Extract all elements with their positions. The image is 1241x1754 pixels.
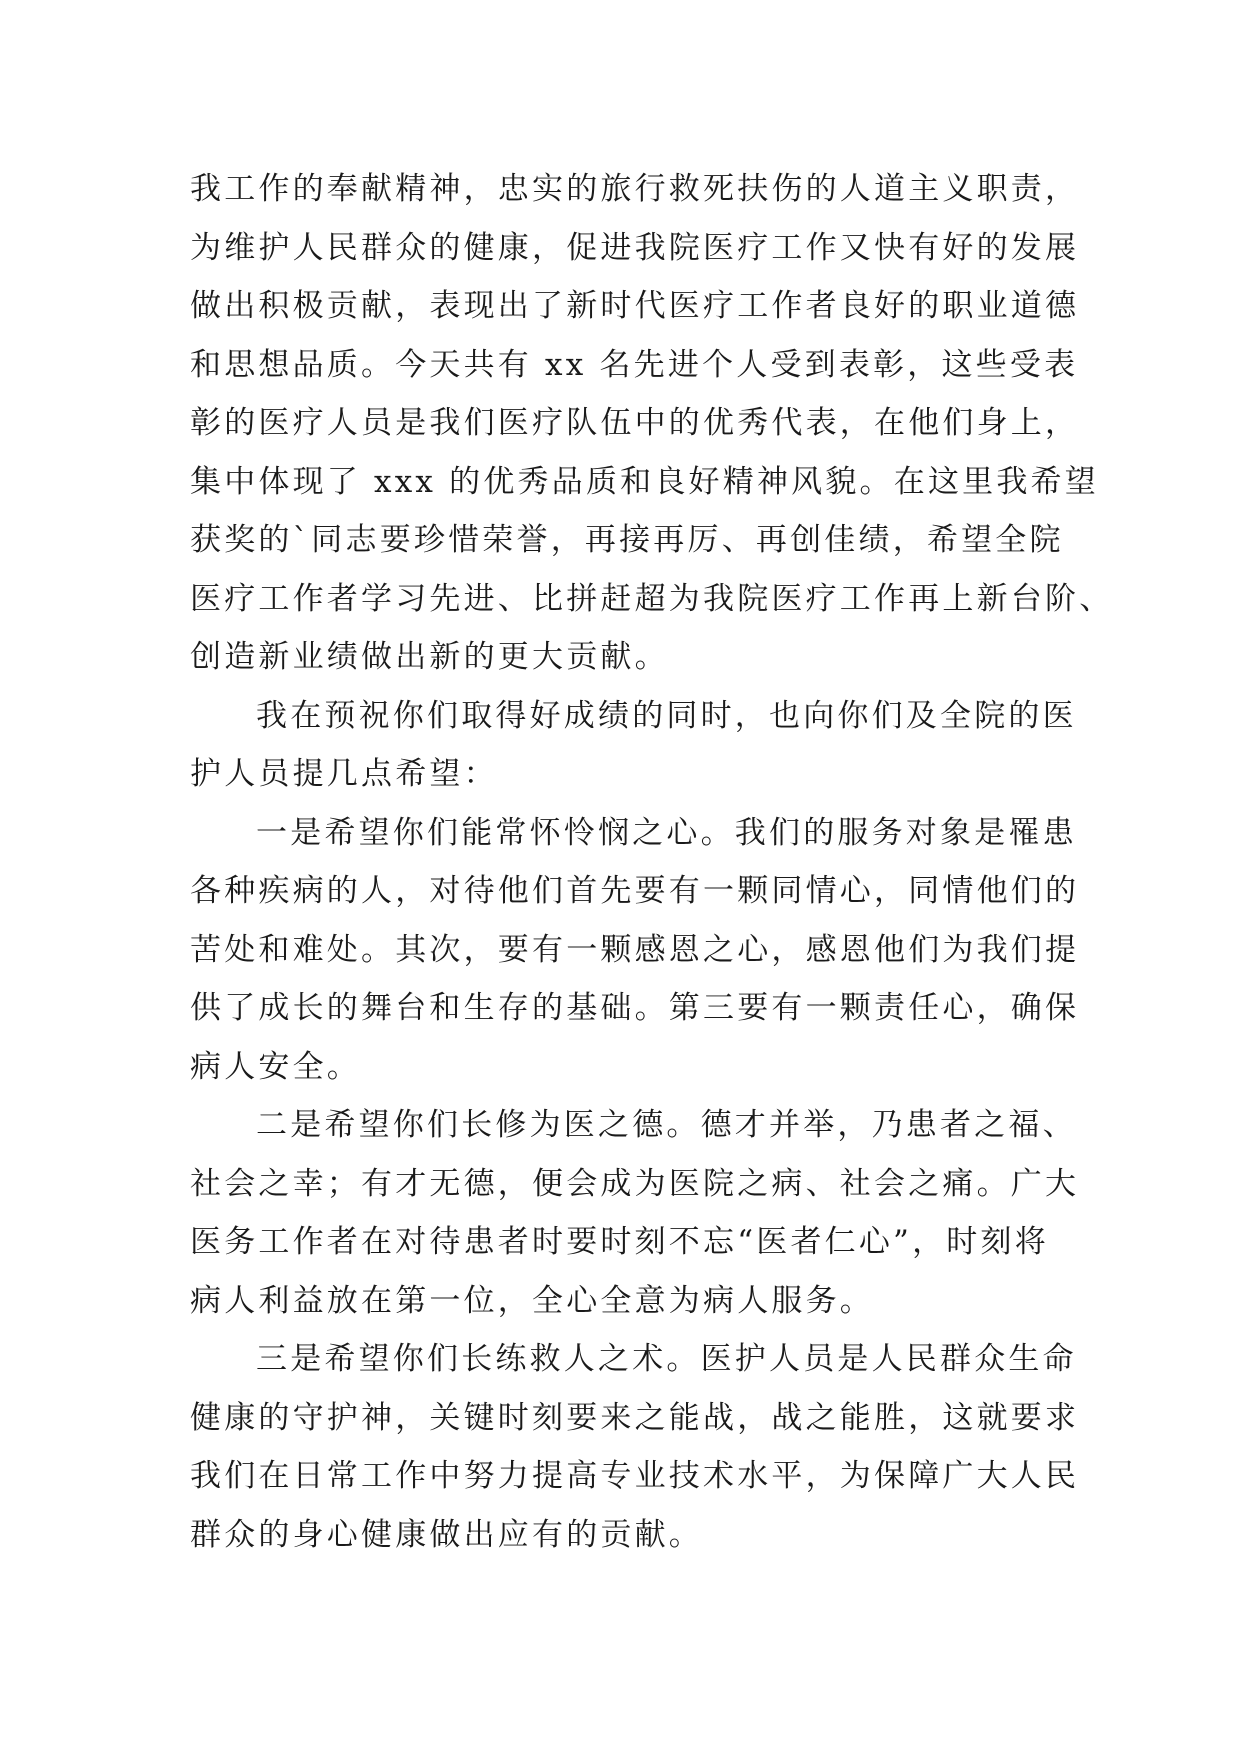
text-line: 护人员提几点希望： <box>190 756 498 792</box>
text-line: 健康的守护神，关键时刻要来之能战，战之能胜，这就要求 <box>190 1399 1080 1436</box>
text-line: 病人安全。 <box>190 1048 361 1085</box>
text-line: 我工作的奉献精神，忠实的旅行救死扶伤的人道主义职责， <box>190 171 1080 207</box>
text-line: 群众的身心健康做出应有的贡献。 <box>190 1516 703 1553</box>
text-line: 做出积极贡献，表现出了新时代医疗工作者良好的职业道德 <box>190 288 1080 324</box>
text-line: 为维护人民群众的健康，促进我院医疗工作又快有好的发展 <box>190 229 1080 266</box>
text-line: 获奖的`同志要珍惜荣誉，再接再厉、再创佳绩，希望全院 <box>190 522 1064 558</box>
text-line: 苦处和难处。其次，要有一颗感恩之心，感恩他们为我们提 <box>190 931 1080 968</box>
paragraph-start-line: 三是希望你们长练救人之术。医护人员是人民群众生命 <box>256 1341 1077 1377</box>
text-line: 社会之幸；有才无德，便会成为医院之病、社会之痛。广大 <box>190 1165 1080 1202</box>
paragraph-start-line: 一是希望你们能常怀怜悯之心。我们的服务对象是罹患 <box>256 814 1077 851</box>
text-line: 我们在日常工作中努力提高专业技术水平，为保障广大人民 <box>190 1458 1080 1494</box>
text-line: 医务工作者在对待患者时要时刻不忘“医者仁心”，时刻将 <box>190 1224 1049 1260</box>
text-line: 集中体现了 xxx 的优秀品质和良好精神风貌。在这里我希望 <box>190 463 1099 500</box>
text-line: 病人利益放在第一位，全心全意为病人服务。 <box>190 1282 874 1319</box>
text-line: 医疗工作者学习先进、比拼赶超为我院医疗工作再上新台阶、 <box>190 580 1114 617</box>
paragraph-start-line: 我在预祝你们取得好成绩的同时，也向你们及全院的医 <box>256 697 1077 734</box>
document-body <box>190 160 1114 1564</box>
paragraph-start-line: 二是希望你们长修为医之德。德才并举，乃患者之福、 <box>256 1107 1077 1143</box>
text-line: 各种疾病的人，对待他们首先要有一颗同情心，同情他们的 <box>190 873 1080 909</box>
text-line: 供了成长的舞台和生存的基础。第三要有一颗责任心，确保 <box>190 990 1080 1026</box>
text-line: 创造新业绩做出新的更大贡献。 <box>190 639 669 675</box>
text-line: 和思想品质。今天共有 xx 名先进个人受到表彰，这些受表 <box>190 346 1079 383</box>
text-line: 彰的医疗人员是我们医疗队伍中的优秀代表，在他们身上， <box>190 405 1080 441</box>
